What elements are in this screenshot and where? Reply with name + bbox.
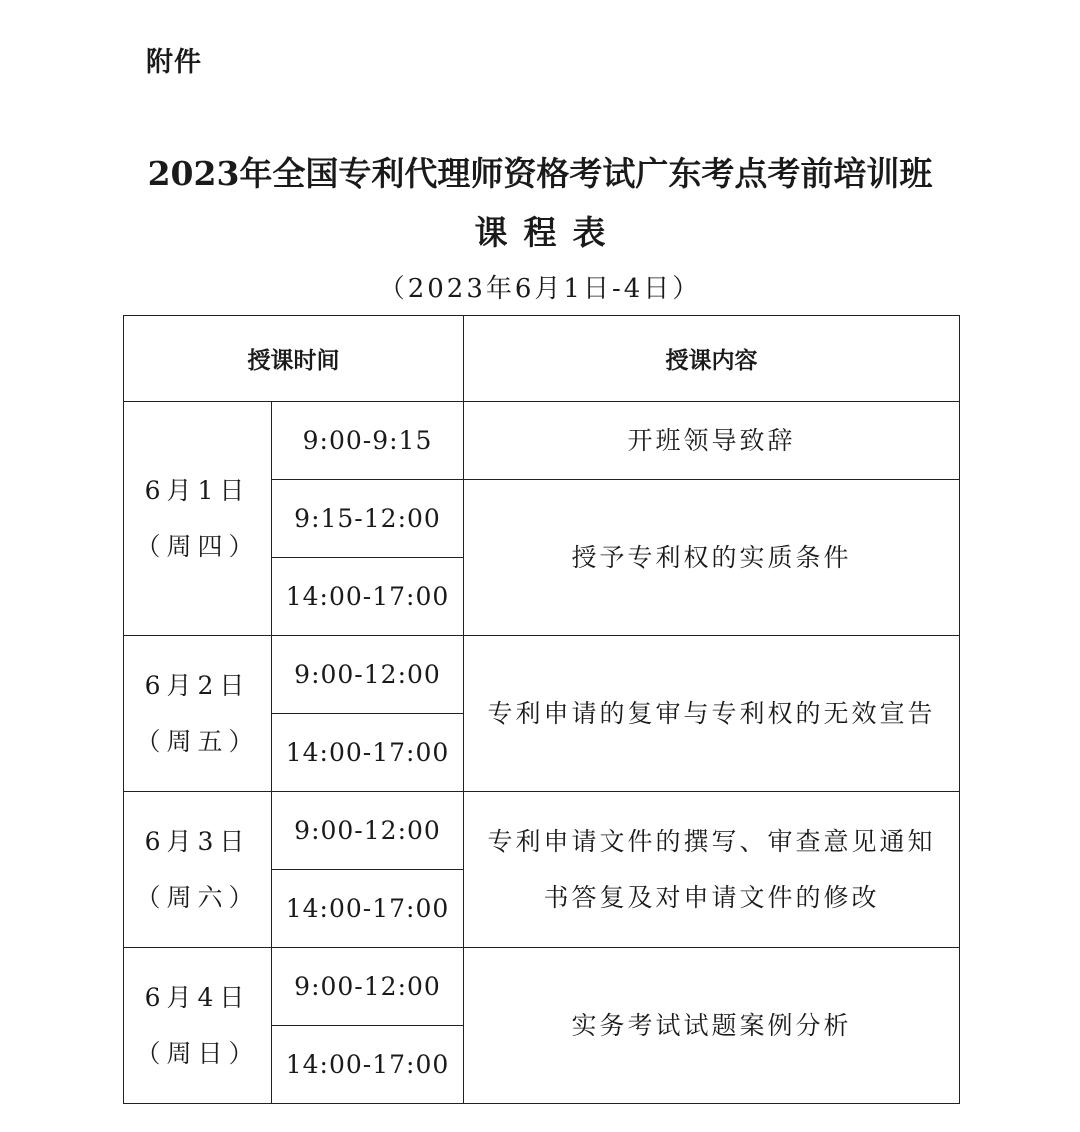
- course-content: 授予专利权的实质条件: [464, 480, 960, 636]
- table-row: [124, 636, 960, 714]
- day-date: 6月3日: [144, 826, 251, 856]
- time-slot: 9:00-12:00: [272, 636, 464, 714]
- course-content: 专利申请的复审与专利权的无效宣告: [464, 636, 960, 792]
- time-slot: 9:00-9:15: [272, 402, 464, 480]
- time-slot: 14:00-17:00: [272, 870, 464, 948]
- time-slot: 14:00-17:00: [272, 1026, 464, 1104]
- time-slot: 9:15-12:00: [272, 480, 464, 558]
- day-date: 6月1日: [144, 475, 251, 505]
- schedule-table: [123, 315, 960, 1104]
- table-row: [124, 792, 960, 870]
- page-title: 2023年全国专利代理师资格考试广东考点考前培训班: [147, 154, 933, 193]
- header-content: 授课内容: [464, 316, 960, 402]
- day-weekday: （周日）: [135, 1038, 260, 1068]
- course-content-line: 书答复及对申请文件的修改: [543, 882, 880, 912]
- attachment-label: 附件: [146, 47, 202, 78]
- date-range: （2023年6月1日-4日）: [378, 274, 702, 304]
- course-content: 实务考试试题案例分析: [464, 948, 960, 1104]
- day-weekday: （周六）: [135, 882, 260, 912]
- day-cell: [124, 402, 272, 636]
- time-slot: 9:00-12:00: [272, 792, 464, 870]
- page-subtitle: 课程表: [474, 213, 622, 252]
- table-header-row: [124, 316, 960, 402]
- day-cell: [124, 948, 272, 1104]
- day-weekday: （周五）: [135, 726, 260, 756]
- course-content-line: 专利申请文件的撰写、审查意见通知: [487, 826, 936, 856]
- day-date: 6月2日: [144, 670, 251, 700]
- table-row: [124, 948, 960, 1026]
- day-cell: [124, 636, 272, 792]
- table-row: [124, 402, 960, 480]
- time-slot: 14:00-17:00: [272, 714, 464, 792]
- day-cell: [124, 792, 272, 948]
- day-weekday: （周四）: [135, 531, 260, 561]
- time-slot: 14:00-17:00: [272, 558, 464, 636]
- day-date: 6月4日: [144, 982, 251, 1012]
- course-content: [464, 792, 960, 948]
- time-slot: 9:00-12:00: [272, 948, 464, 1026]
- course-content: 开班领导致辞: [464, 402, 960, 480]
- header-time: 授课时间: [124, 316, 464, 402]
